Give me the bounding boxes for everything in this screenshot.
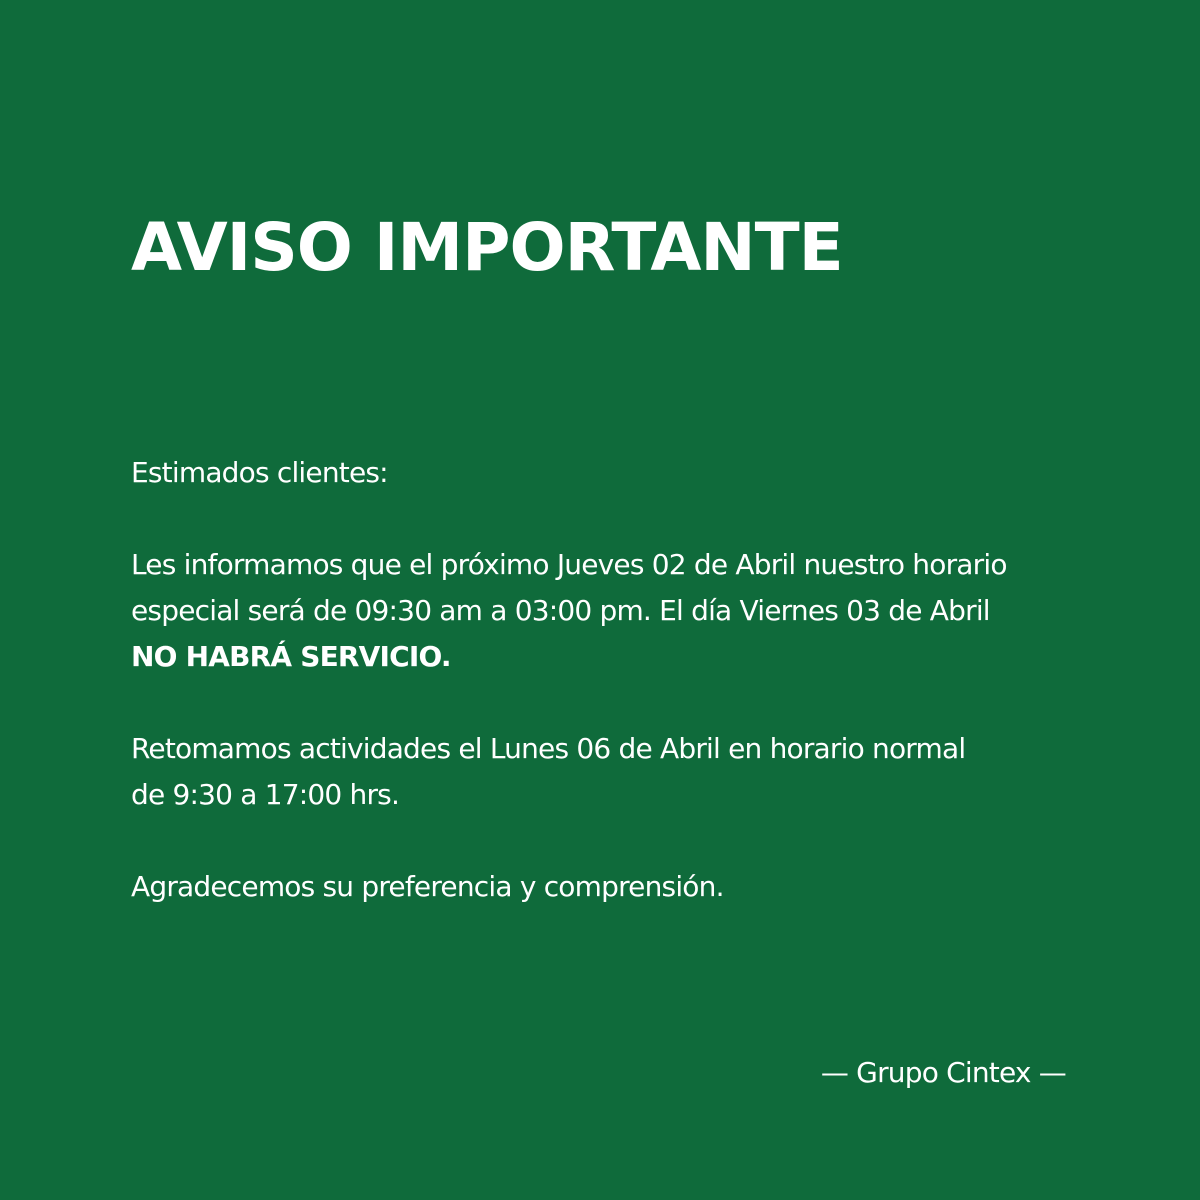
notice-body [131,450,1091,910]
schedule-line-1: Les informamos que el próximo Jueves 02 de Abril nuestro horario [131,548,1007,581]
closing-text: Agradecemos su preferencia y comprensión. [131,870,724,903]
greeting-text: Estimados clientes: [131,456,388,489]
notice-title: AVISO IMPORTANTE [131,209,843,286]
company-signature: — Grupo Cintex — [820,1056,1066,1089]
resume-line-2: de 9:30 a 17:00 hrs. [131,778,400,811]
paragraph-spacer [131,818,1091,864]
no-service-text: NO HABRÁ SERVICIO. [131,640,451,673]
paragraph-spacer [131,496,1091,542]
resume-line-1: Retomamos actividades el Lunes 06 de Abril en horario normal [131,732,966,765]
schedule-line-2: especial será de 09:30 am a 03:00 pm. El día Viernes 03 de Abril [131,594,990,627]
paragraph-spacer [131,680,1091,726]
